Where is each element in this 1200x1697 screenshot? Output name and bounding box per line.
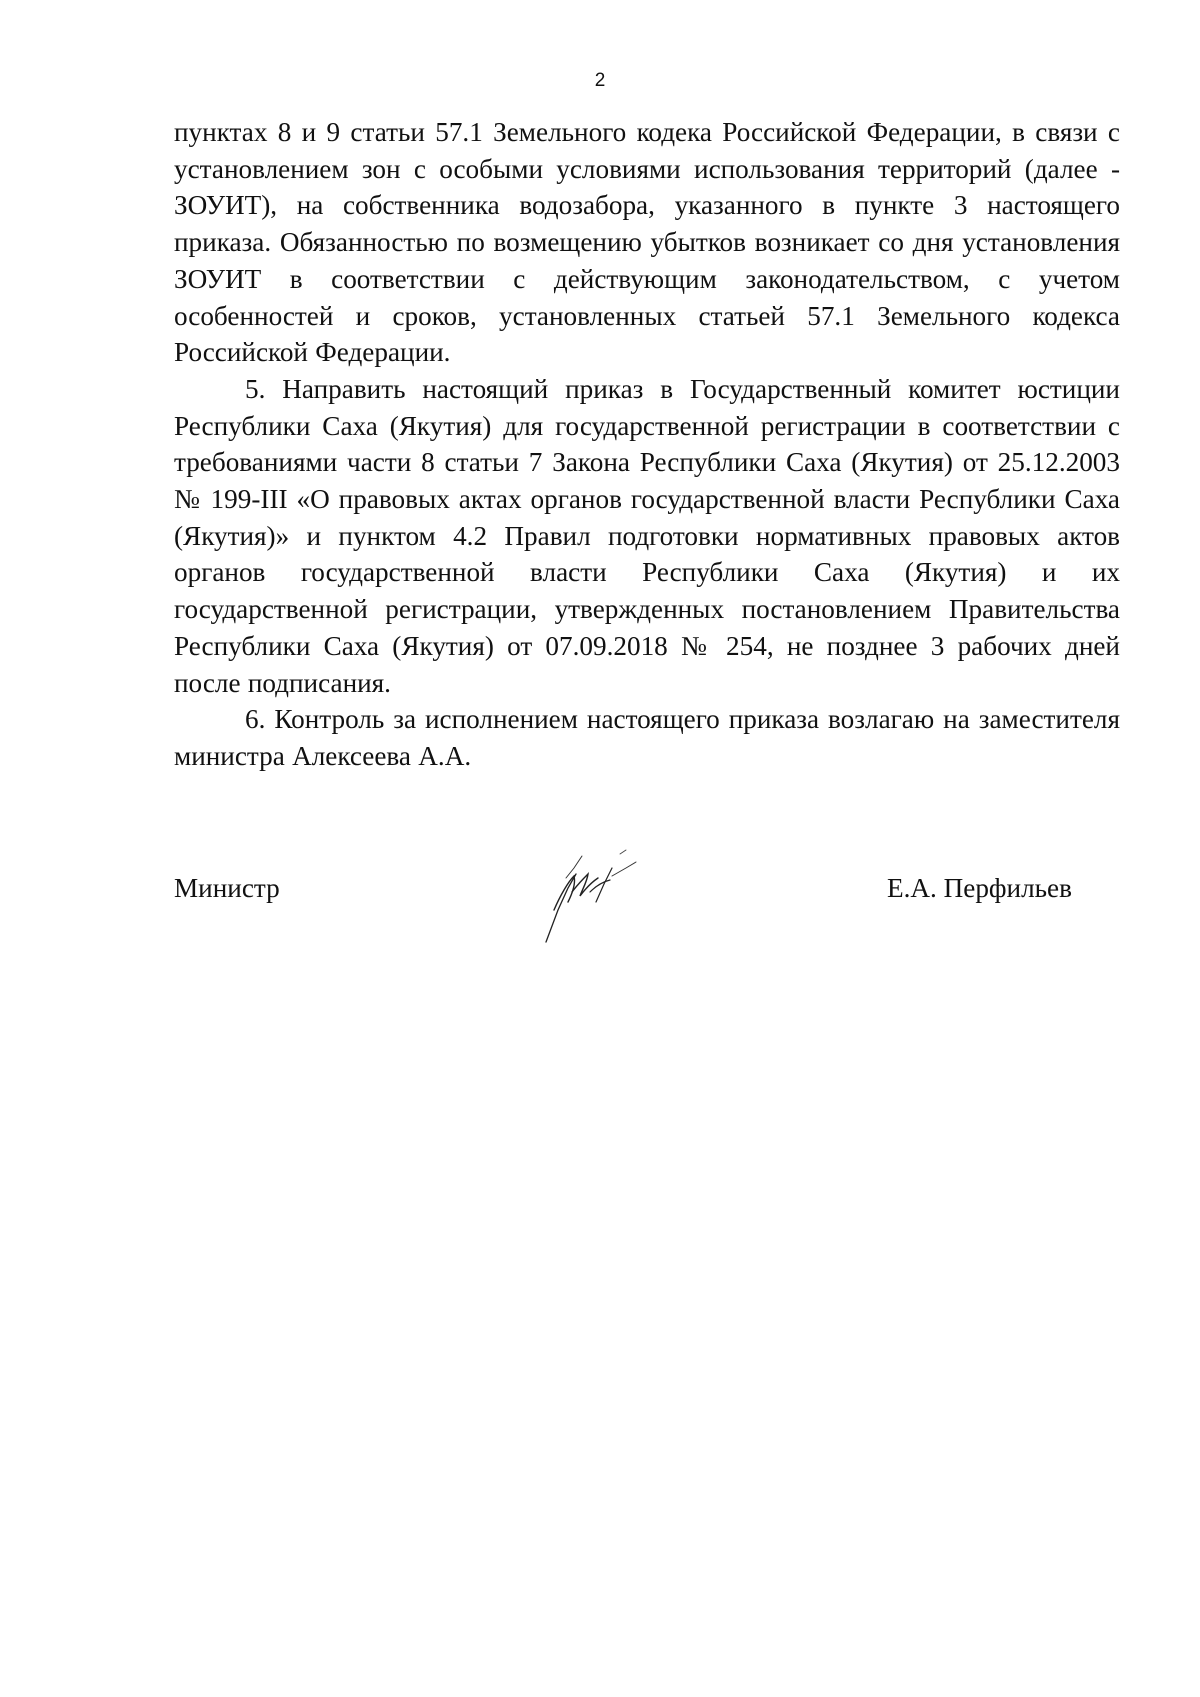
handwritten-signature (532, 848, 642, 944)
paragraph-continuation: пунктах 8 и 9 статьи 57.1 Земельного кодека Российской Федерации, в связи с установлением зон с особыми условиями использования территорий (далее - ЗОУИТ), на собственника водозабора, указанного в пункте 3 настоящего приказа. Обязанностью по возмещению убытков возникает со дня установления ЗОУИТ в соответствии с действующим законодательством, с учетом особенностей и сроков, установленных статьей 57.1 Земельного кодекса Российской Федерации. (174, 117, 1120, 368)
document-body (174, 114, 1120, 775)
signature-block (174, 848, 1120, 948)
signatory-role: Министр (174, 873, 280, 903)
page-number: 2 (594, 70, 606, 91)
paragraph-item-5: 5. Направить настоящий приказ в Государственный комитет юстиции Республики Саха (Якутия) для государственной регистрации в соответствии с требованиями части 8 статьи 7 Закона Республики Саха (Якутия) от 25.12.2003 № 199-III «О правовых актах органов государственной власти Республики Саха (Якутия)» и пунктом 4.2 Правил подготовки нормативных правовых актов органов государственной власти Республики Саха (Якутия) и их государственной регистрации, утвержденных постановлением Правительства Республики Саха (Якутия) от 07.09.2018 № 254, не позднее 3 рабочих дней после подписания. (174, 373, 1120, 698)
paragraph-item-6: 6. Контроль за исполнением настоящего приказа возлагаю на заместителя министра Алексеева А.А. (174, 704, 1120, 771)
signatory-name: Е.А. Перфильев (887, 873, 1072, 903)
